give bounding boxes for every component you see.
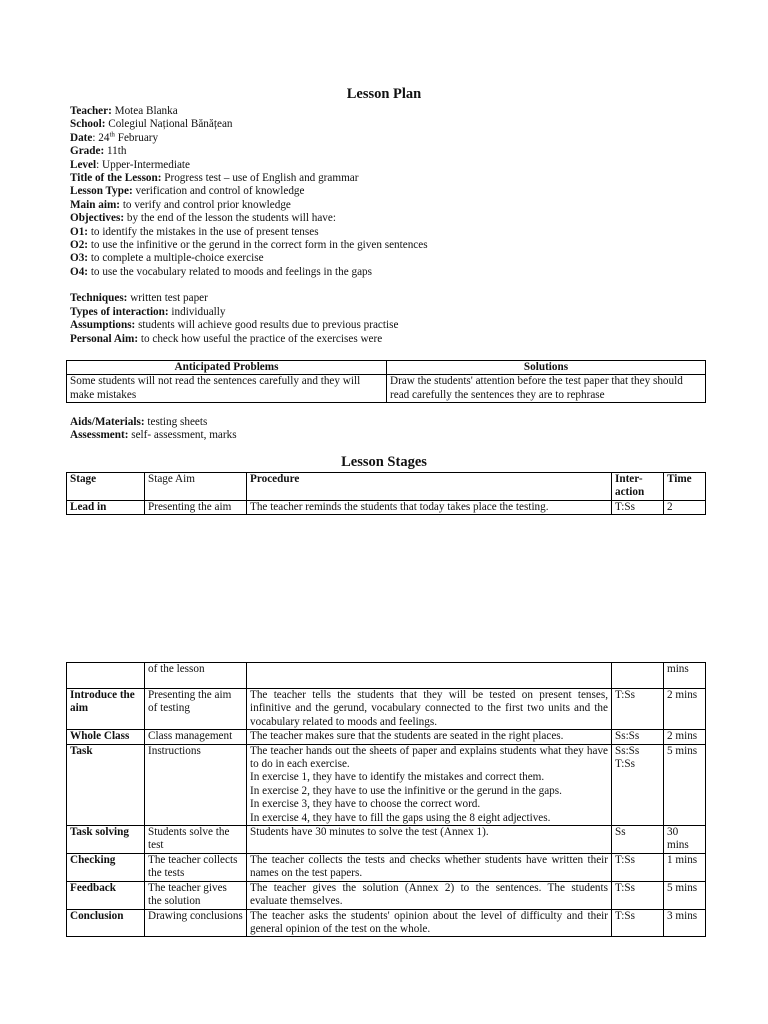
interaction-cell: Ss:Ss T:Ss: [612, 744, 664, 825]
table-row: [67, 730, 706, 744]
stage-aim-cell: Presenting the aim: [145, 501, 247, 515]
table-row: [67, 689, 706, 730]
techniques-line: Techniques: written test paper: [70, 292, 208, 305]
stage-cell: Whole Class: [67, 730, 145, 744]
aids-line: Aids/Materials: testing sheets: [70, 416, 208, 428]
page-title: Lesson Plan: [346, 86, 422, 102]
stage-cell: Introduce the aim: [67, 689, 145, 730]
interaction-cell: T:Ss: [612, 689, 664, 730]
table-row: [67, 375, 706, 403]
teacher-line: Teacher: Motea Blanka: [70, 105, 178, 117]
time-cell: 5 mins: [664, 881, 706, 909]
interaction-line: Types of interaction: individually: [70, 305, 226, 318]
stage-aim-cell: The teacher collects the tests: [145, 853, 247, 881]
stage-cell: Task solving: [67, 826, 145, 854]
stage-aim-cell: Instructions: [145, 744, 247, 825]
stage-header: Stage: [67, 473, 145, 501]
stage-cell: Conclusion: [67, 909, 145, 937]
problems-header: Anticipated Problems: [67, 361, 387, 375]
time-cell: 30 mins: [664, 826, 706, 854]
procedure-cell: [247, 663, 612, 689]
table-row: [67, 853, 706, 881]
objective-o2: O2: to use the infinitive or the gerund in the correct form in the given sentences: [70, 239, 428, 252]
procedure-cell: The teacher reminds the students that today takes place the testing.: [247, 501, 612, 515]
procedure-cell: The teacher makes sure that the students are seated in the right places.: [247, 730, 612, 744]
time-cell: 1 mins: [664, 853, 706, 881]
stage-aim-cell: Students solve the test: [145, 826, 247, 854]
lesson-type-line: Lesson Type: verification and control of knowledge: [70, 185, 305, 198]
table-row: [67, 744, 706, 825]
interaction-cell: Ss: [612, 826, 664, 854]
grade-line: Grade: 11th: [70, 145, 127, 158]
procedure-cell: The teacher asks the students' opinion about the level of difficulty and their general opinion of the test on the whole.: [247, 909, 612, 937]
stages-table-top: [66, 472, 706, 515]
school-line: School: Colegiul Național Bănățean: [70, 118, 233, 131]
procedure-header: Procedure: [247, 473, 612, 501]
stage-cell: Lead in: [67, 501, 145, 515]
problems-table: [66, 360, 706, 403]
lesson-title-line: Title of the Lesson: Progress test – use of English and grammar: [70, 172, 359, 185]
lesson-info: [70, 105, 710, 346]
stage-aim-cell: Drawing conclusions: [145, 909, 247, 937]
table-row: [67, 501, 706, 515]
stage-aim-cell: The teacher gives the solution: [145, 881, 247, 909]
table-row: [67, 473, 706, 501]
time-cell: 2: [664, 501, 706, 515]
objective-o3: O3: to complete a multiple-choice exercise: [70, 252, 264, 265]
time-cell: 2 mins: [664, 689, 706, 730]
solutions-header: Solutions: [387, 361, 706, 375]
main-aim-line: Main aim: to verify and control prior knowledge: [70, 198, 291, 211]
stages-title: Lesson Stages: [341, 454, 427, 470]
interaction-cell: T:Ss: [612, 909, 664, 937]
stage-cell: [67, 663, 145, 689]
date-line: Date: 24th February: [70, 130, 159, 144]
procedure-cell: The teacher gives the solution (Annex 2) to the sentences. The students evaluate themselves.: [247, 881, 612, 909]
stage-aim-header: Stage Aim: [145, 473, 247, 501]
problem-cell: Some students will not read the sentences carefully and they will make mistakes: [67, 375, 387, 403]
stage-cell: Task: [67, 744, 145, 825]
interaction-cell: [612, 663, 664, 689]
procedure-cell: Students have 30 minutes to solve the test (Annex 1).: [247, 826, 612, 854]
procedure-cell: The teacher tells the students that they will be tested on present tenses, infinitive and the gerund, vocabulary connected to the first two units and the vocabulary related to moods and feelings.: [247, 689, 612, 730]
objective-o4: O4: to use the vocabulary related to moods and feelings in the gaps: [70, 265, 372, 278]
stage-aim-cell: Class management: [145, 730, 247, 744]
stage-aim-cell: of the lesson: [145, 663, 247, 689]
table-row: [67, 361, 706, 375]
level-line: Level: Upper-Intermediate: [70, 158, 191, 171]
table-row: [67, 826, 706, 854]
stage-cell: Checking: [67, 853, 145, 881]
table-row: [67, 909, 706, 937]
assessment-line: Assessment: self- assessment, marks: [70, 429, 237, 442]
time-cell: mins: [664, 663, 706, 689]
time-cell: 2 mins: [664, 730, 706, 744]
interaction-cell: T:Ss: [612, 501, 664, 515]
aids-section: [70, 416, 237, 443]
interaction-cell: T:Ss: [612, 853, 664, 881]
time-header: Time: [664, 473, 706, 501]
procedure-cell: The teacher hands out the sheets of paper and explains students what they have to do in each exercise. In exercise 1, they have to identify the mistakes and correct them. In exercise 2, they have to use the infinitive or the gerund in the gaps. In exercise 3, they have to choose the correct word. In exercise 4, they have to fill the gaps using the 8 eight adjectives.: [247, 744, 612, 825]
table-row: [67, 663, 706, 689]
interaction-cell: Ss:Ss: [612, 730, 664, 744]
procedure-cell: The teacher collects the tests and checks whether students have written their names on the test papers.: [247, 853, 612, 881]
interaction-cell: T:Ss: [612, 881, 664, 909]
personal-aim-line: Personal Aim: to check how useful the practice of the exercises were: [70, 332, 383, 345]
table-row: [67, 881, 706, 909]
interaction-header: Inter-action: [612, 473, 664, 501]
objectives-line: Objectives: by the end of the lesson the students will have:: [70, 212, 336, 225]
stages-table-bottom: [66, 662, 706, 937]
time-cell: 5 mins: [664, 744, 706, 825]
time-cell: 3 mins: [664, 909, 706, 937]
stage-aim-cell: Presenting the aim of testing: [145, 689, 247, 730]
stage-cell: Feedback: [67, 881, 145, 909]
objective-o1: O1: to identify the mistakes in the use of present tenses: [70, 225, 319, 238]
assumptions-line: Assumptions: students will achieve good results due to previous practise: [70, 319, 399, 332]
solution-cell: Draw the students' attention before the test paper that they should read carefully the sentences they are to rephrase: [387, 375, 706, 403]
